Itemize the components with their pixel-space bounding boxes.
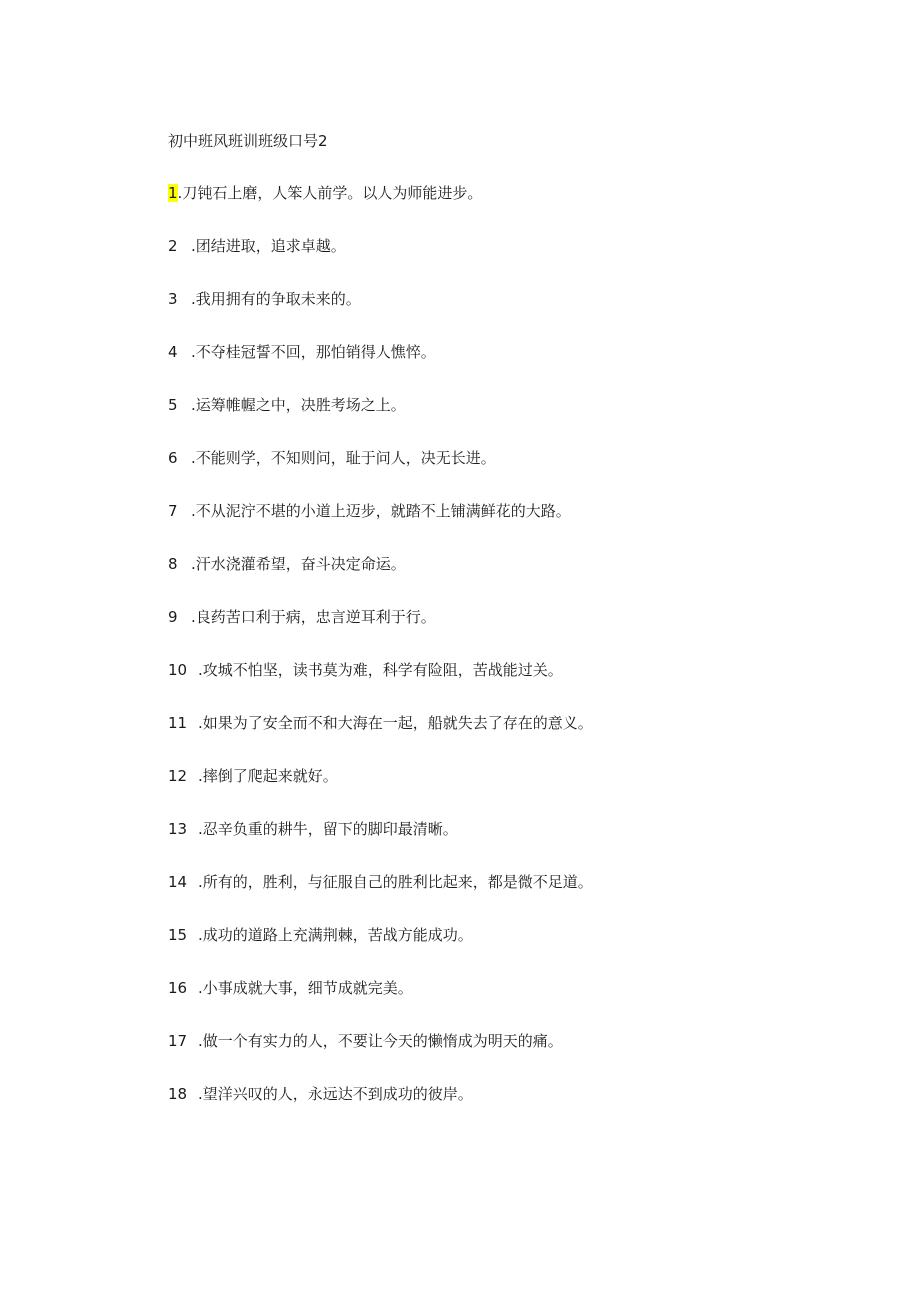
item-text: .汗水浇灌希望，奋斗决定命运。 [191,555,406,573]
list-item [168,1083,593,1136]
item-text: .运筹帷幄之中，决胜考场之上。 [191,396,406,414]
item-number: 10 [168,661,188,679]
list-item [168,288,593,341]
item-number: 17 [168,1032,188,1050]
list-item [168,977,593,1030]
item-number: 11 [168,714,188,732]
item-text: .攻城不怕坚，读书莫为难，科学有险阻，苦战能过关。 [198,661,563,679]
list-item [168,182,593,235]
item-text: .如果为了安全而不和大海在一起，船就失去了存在的意义。 [198,714,593,732]
item-text: .摔倒了爬起来就好。 [198,767,338,785]
item-number: 12 [168,767,188,785]
item-text: .忍辛负重的耕牛，留下的脚印最清晰。 [198,820,458,838]
item-number: 15 [168,926,188,944]
item-number: 5 [168,396,178,414]
item-number: 2 [168,237,178,255]
list-item [168,659,593,712]
list-item [168,871,593,924]
highlight-mark: 1 [168,184,178,202]
list-item [168,500,593,553]
list-item [168,447,593,500]
item-text: .不能则学，不知则问，耻于问人，决无长进。 [191,449,496,467]
item-number: 8 [168,555,178,573]
item-number: 14 [168,873,188,891]
item-number: 13 [168,820,188,838]
item-number: 16 [168,979,188,997]
item-text: .不从泥泞不堪的小道上迈步，就踏不上铺满鲜花的大路。 [191,502,571,520]
list-item [168,924,593,977]
item-text: .团结进取，追求卓越。 [191,237,346,255]
item-number: 3 [168,290,178,308]
item-text: .望洋兴叹的人，永远达不到成功的彼岸。 [198,1085,473,1103]
list-item [168,341,593,394]
list-item [168,1030,593,1083]
slogan-list [168,182,593,1136]
item-number: 6 [168,449,178,467]
item-number: 18 [168,1085,188,1103]
item-text: .刀钝石上磨，人笨人前学。以人为师能进步。 [177,184,483,202]
item-text: .小事成就大事，细节成就完美。 [198,979,413,997]
list-item [168,394,593,447]
item-number: 7 [168,502,178,520]
item-number [168,182,178,204]
item-text: .不夺桂冠誓不回，那怕销得人憔悴。 [191,343,436,361]
list-item [168,712,593,765]
item-text: .我用拥有的争取未来的。 [191,290,361,308]
item-text: .做一个有实力的人，不要让今天的懒惰成为明天的痛。 [198,1032,563,1050]
list-item [168,818,593,871]
item-text: .所有的，胜利，与征服自己的胜利比起来，都是微不足道。 [198,873,593,891]
list-item [168,765,593,818]
list-item [168,606,593,659]
item-number: 9 [168,608,178,626]
item-text: .成功的道路上充满荆棘，苦战方能成功。 [198,926,473,944]
list-item [168,553,593,606]
item-number: 4 [168,343,178,361]
item-text: .良药苦口利于病，忠言逆耳利于行。 [191,608,436,626]
list-item [168,235,593,288]
document-title: 初中班风班训班级口号2 [168,132,328,150]
